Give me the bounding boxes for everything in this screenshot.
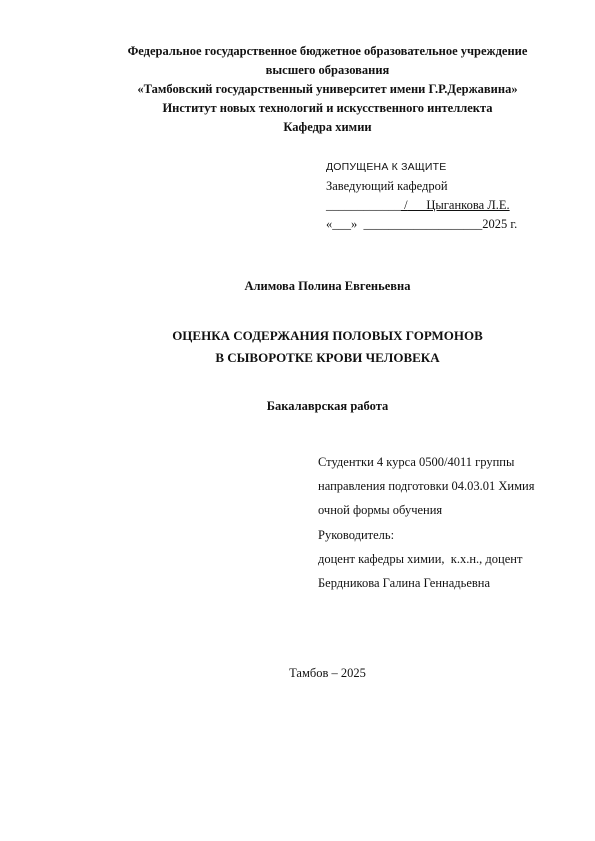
student-line-direction: направления подготовки 04.03.01 Химия — [318, 479, 535, 494]
header-line-university: «Тамбовский государственный университет имени Г.Р.Державина» — [137, 82, 518, 96]
date-blank: ___________________ — [363, 217, 483, 231]
header-line-federal: Федеральное государственное бюджетное образовательное учреждение — [127, 44, 528, 58]
author-name: Алимова Полина Евгеньевна — [244, 279, 411, 293]
signature-blank: ____________ — [326, 198, 401, 212]
supervisor-position: доцент кафедры химии, к.х.н., доцент — [318, 551, 523, 566]
institution-header — [50, 42, 595, 137]
student-line-form: очной формы обучения — [318, 503, 443, 518]
header-line-institute: Институт новых технологий и искусственного интеллекта — [162, 101, 493, 115]
thesis-title — [0, 325, 595, 369]
student-line-course: Студентки 4 курса 0500/4011 группы — [318, 455, 515, 469]
head-name: Цыганкова Л.Е. — [407, 198, 510, 212]
approval-block — [326, 158, 586, 234]
student-info — [318, 450, 588, 595]
work-type: Бакалаврская работа — [266, 399, 389, 413]
header-line-education: высшего образования — [265, 63, 390, 77]
approval-signature-line — [326, 196, 586, 215]
thesis-title-line-1: ОЦЕНКА СОДЕРЖАНИЯ ПОЛОВЫХ ГОРМОНОВ — [172, 328, 483, 343]
approval-position: Заведующий кафедрой — [326, 179, 448, 193]
supervisor-name: Бердникова Галина Геннадьевна — [318, 576, 491, 591]
thesis-title-line-2: В СЫВОРОТКЕ КРОВИ ЧЕЛОВЕКА — [215, 350, 440, 365]
header-line-department: Кафедра химии — [283, 120, 372, 134]
approval-date-line — [326, 215, 586, 234]
date-open: «___» — [326, 217, 364, 231]
approval-label: ДОПУЩЕНА К ЗАЩИТЕ — [326, 161, 447, 173]
city-year: Тамбов – 2025 — [289, 666, 366, 680]
date-year: 2025 г. — [482, 217, 518, 231]
supervisor-label: Руководитель: — [318, 527, 395, 542]
signature-slash: / — [401, 198, 408, 212]
